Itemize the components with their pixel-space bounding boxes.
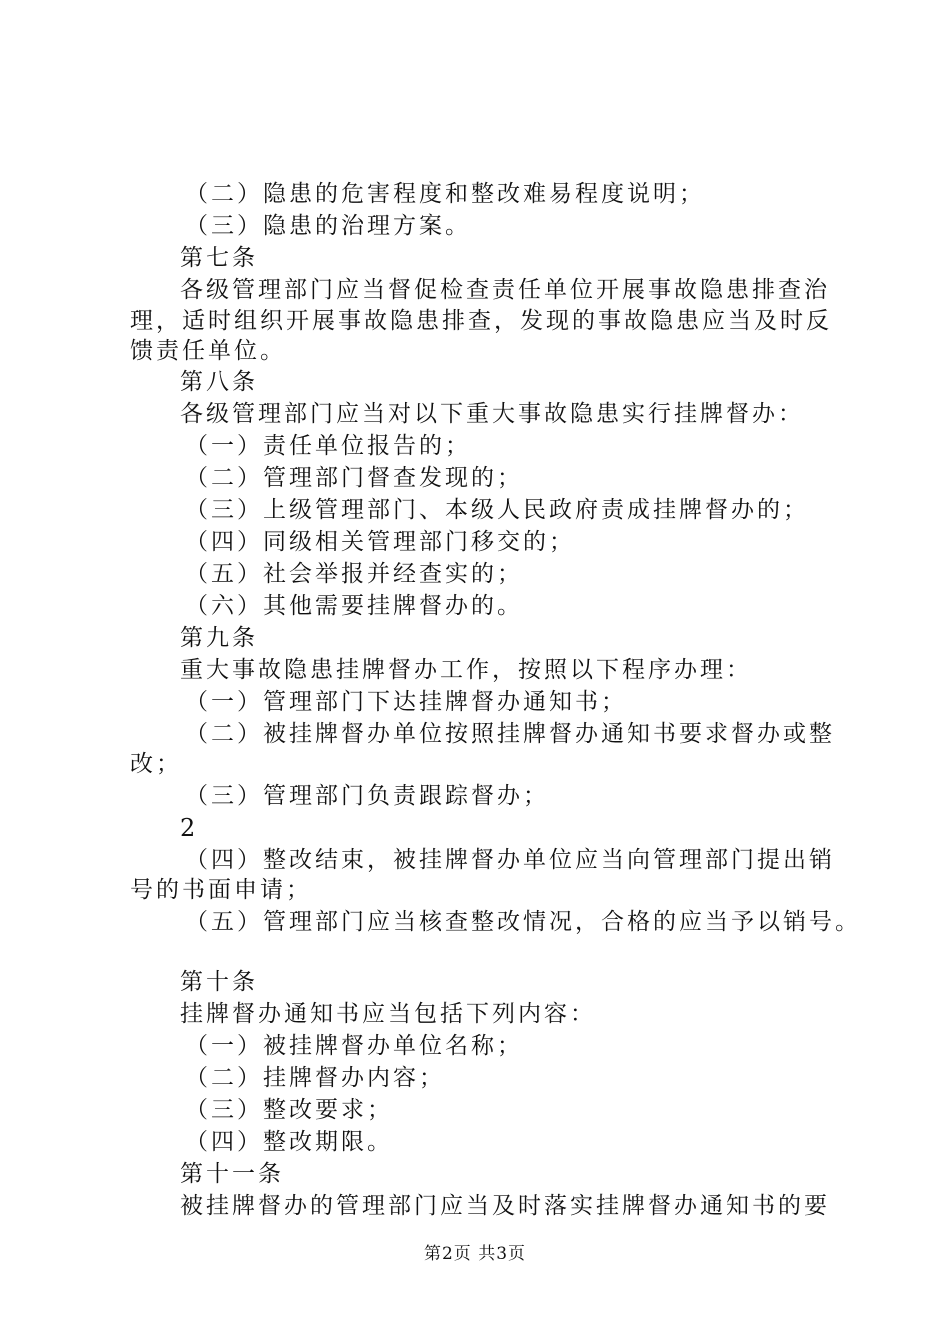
text-line: 理，适时组织开展事故隐患排查，发现的事故隐患应当及时反 (130, 308, 832, 334)
text-line: 被挂牌督办的管理部门应当及时落实挂牌督办通知书的要 (180, 1193, 830, 1219)
page-footer: 第2页 共3页 (423, 1244, 527, 1264)
article-heading: 第十一条 (180, 1161, 284, 1187)
text-line: （四）整改结束，被挂牌督办单位应当向管理部门提出销 (185, 847, 835, 873)
text-line: 各级管理部门应当督促检查责任单位开展事故隐患排查治 (180, 277, 830, 303)
text-line: （二）挂牌督办内容； (185, 1065, 445, 1091)
text-line: （三）整改要求； (185, 1097, 393, 1123)
article-heading: 第十条 (180, 969, 258, 995)
text-line: 重大事故隐患挂牌督办工作，按照以下程序办理： (180, 657, 752, 683)
text-line: （四）整改期限。 (185, 1129, 393, 1155)
text-line: 改； (130, 751, 182, 777)
text-line: 各级管理部门应当对以下重大事故隐患实行挂牌督办： (180, 401, 804, 427)
page-number-marker: 2 (180, 814, 196, 842)
text-line: （一）责任单位报告的； (185, 433, 471, 459)
text-line: （三）隐患的治理方案。 (185, 213, 471, 239)
text-line: 馈责任单位。 (130, 338, 286, 364)
text-line: （一）被挂牌督办单位名称； (185, 1033, 523, 1059)
text-line: （一）管理部门下达挂牌督办通知书； (185, 689, 627, 715)
text-line: （三）管理部门负责跟踪督办； (185, 783, 549, 809)
article-heading: 第九条 (180, 625, 258, 651)
text-line: （五）管理部门应当核查整改情况，合格的应当予以销号。 (185, 909, 861, 935)
text-line: （二）管理部门督查发现的； (185, 465, 523, 491)
text-line: 号的书面申请； (130, 877, 312, 903)
text-line: 挂牌督办通知书应当包括下列内容： (180, 1001, 596, 1027)
text-line: （六）其他需要挂牌督办的。 (185, 593, 523, 619)
text-line: （四）同级相关管理部门移交的； (185, 529, 575, 555)
text-line: （二）隐患的危害程度和整改难易程度说明； (185, 181, 705, 207)
text-line: （二）被挂牌督办单位按照挂牌督办通知书要求督办或整 (185, 721, 835, 747)
article-heading: 第八条 (180, 369, 258, 395)
text-line: （五）社会举报并经查实的； (185, 561, 523, 587)
text-line: （三）上级管理部门、本级人民政府责成挂牌督办的； (185, 497, 809, 523)
article-heading: 第七条 (180, 245, 258, 271)
